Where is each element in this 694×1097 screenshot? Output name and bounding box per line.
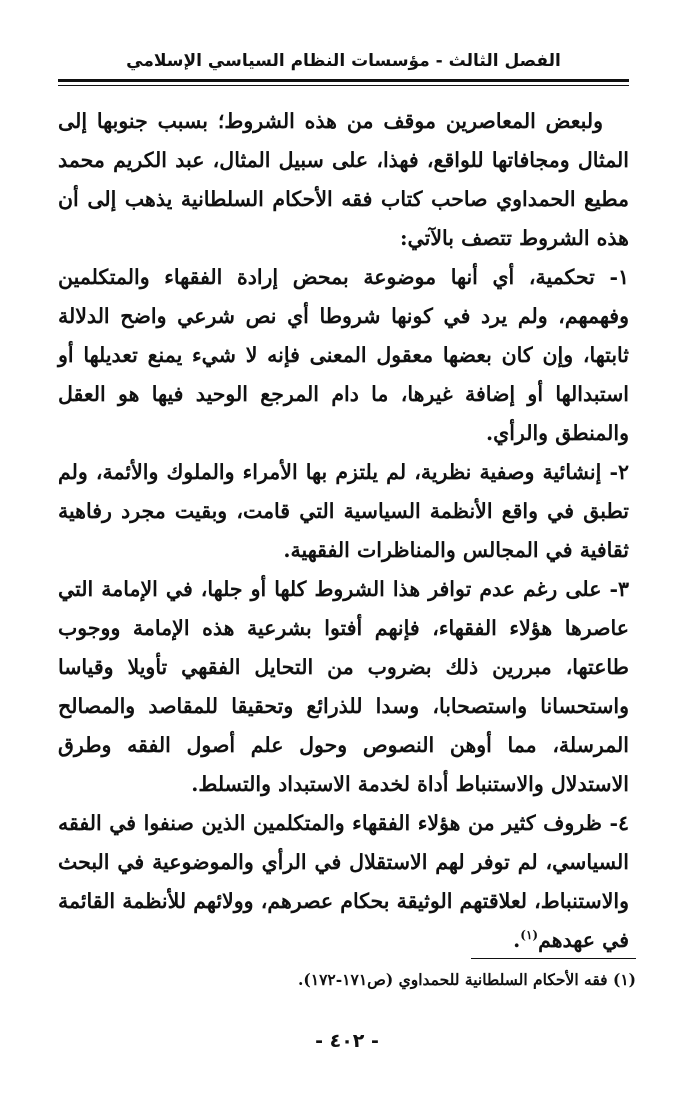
footnote-reference[interactable]: (١) [520,928,539,943]
header-rule-thick [58,79,629,82]
final-period: . [513,928,521,952]
footnote: (١) فقه الأحكام السلطانية للحمداوي (ص١٧١-١٧٢). [298,970,636,989]
list-item-3: ٣- على رغم عدم توافر هذا الشروط كلها أو جلها، في الإمامة التي عاصرها هؤلاء الفقهاء، فإنهم أفتوا بشرعية هذه الإمامة ووجوب طاعتها، مبررين ذلك بضروب من التحايل الفقهي تأويلا وقياسا واستحسانا واستصحابا، وسدا للذرائع وتحقيقا للمقاصد والمصالح المرسلة، مما أوهن النصوص وحول علم أصول الفقه وطرق الاستدلال والاستنباط أداة لخدمة الاستبداد والتسلط. [58,577,629,796]
body-text [58,102,629,960]
list-item-4-text: ٤- ظروف كثير من هؤلاء الفقهاء والمتكلمين الذين صنفوا في الفقه السياسي، لم توفر لهم الاستقلال في الرأي والموضوعية في البحث والاستنباط، لعلاقتهم الوثيقة بحكام عصرهم، وولائهم للأنظمة القائمة في عهدهم [58,811,629,952]
list-item-1: ١- تحكمية، أي أنها موضوعة بمحض إرادة الفقهاء والمتكلمين وفهمهم، ولم يرد في كونها شروطا أي نص شرعي واضح الدلالة ثابتها، وإن كان بعضها معقول المعنى فإنه لا شيء يمنع تعديلها أو استبدالها أو إضافة غيرها، ما دام المرجع الوحيد فيها هو العقل والمنطق والرأي. [58,265,629,445]
footnote-separator [471,958,636,959]
list-item-2: ٢- إنشائية وصفية نظرية، لم يلتزم بها الأمراء والملوك والأئمة، ولم تطبق في واقع الأنظمة السياسية التي قامت، وبقيت مجرد رفاهية ثقافية في المجالس والمناظرات الفقهية. [58,460,629,562]
header-rule-thin [58,85,629,86]
page-number: - ٤٠٢ - [315,1030,379,1052]
running-header: الفصل الثالث - مؤسسات النظام السياسي الإسلامي [126,51,561,71]
list-item-4 [58,804,629,960]
intro-paragraph: ولبعض المعاصرين موقف من هذه الشروط؛ بسبب جنوبها إلى المثال ومجافاتها للواقع، فهذا، على سبيل المثال، عبد الكريم محمد مطيع الحمداوي صاحب كتاب فقه الأحكام السلطانية يذهب إلى أن هذه الشروط تتصف بالآتي: [58,109,629,250]
